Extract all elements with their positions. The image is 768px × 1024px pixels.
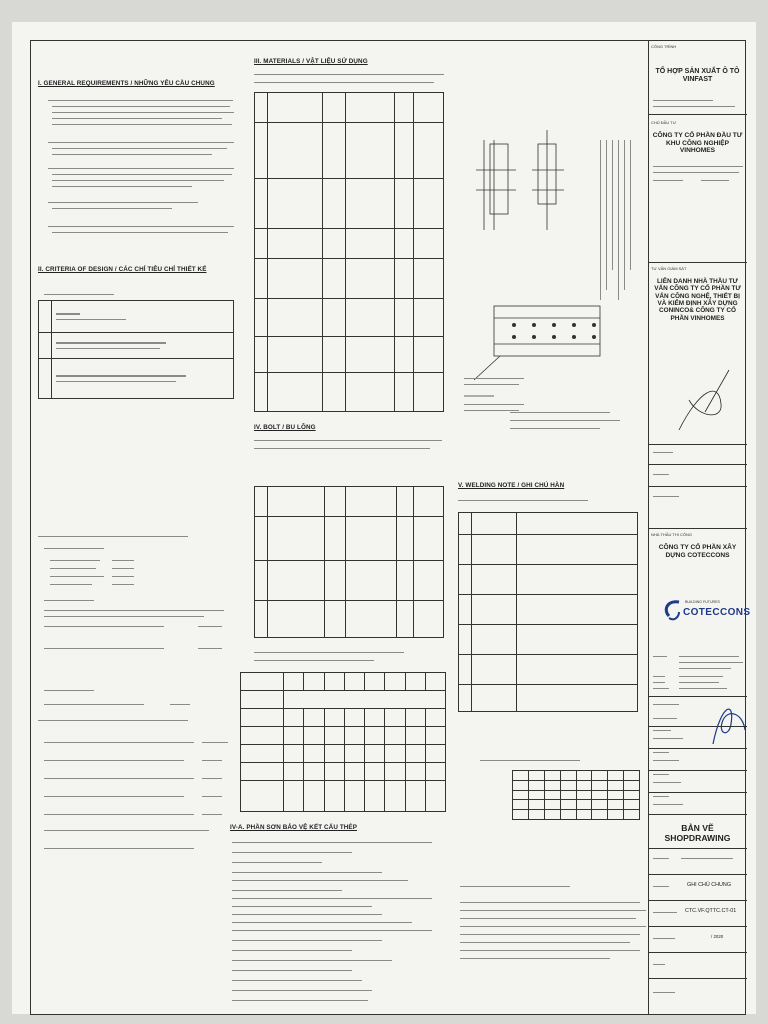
section-bolt: IV. BOLT / BU LÔNG <box>254 424 316 431</box>
section-criteria-of-design: II. CRITERIA OF DESIGN / CÁC CHỈ TIÊU CHỈ THIẾT KẾ <box>38 266 207 273</box>
bolt-hole-table <box>240 672 446 812</box>
materials-table <box>254 92 444 412</box>
project-label: CÔNG TRÌNH <box>651 44 677 49</box>
weld-size-table <box>512 770 640 820</box>
welding-symbol-table <box>458 512 638 712</box>
project-name: TỔ HỢP SẢN XUẤT Ô TÔ VINFAST <box>655 68 740 84</box>
investor-name: CÔNG TY CỔ PHẦN ĐẦU TƯ KHU CÔNG NGHIỆP VINHOMES <box>652 132 743 155</box>
issue-date: / 2020 <box>711 934 724 939</box>
contractor-label: NHÀ THẦU THI CÔNG <box>651 532 692 537</box>
drawing-type-title: BẢN VẼ SHOPDRAWING <box>664 823 731 843</box>
investor-label: CHỦ ĐẦU TƯ <box>651 120 677 125</box>
design-codes-table <box>38 300 234 399</box>
title-block <box>648 40 751 1015</box>
bolt-table <box>254 486 444 638</box>
section-paint-protection: IV-A. PHẦN SƠN BẢO VỆ KẾT CẤU THÉP <box>230 824 358 831</box>
logo-tagline: BUILDING FUTURES <box>685 600 720 604</box>
contractor-name: CÔNG TY CỔ PHẦN XÂY DỰNG COTECCONS <box>658 544 737 559</box>
section-welding-note: V. WELDING NOTE / GHI CHÚ HÀN <box>458 482 565 489</box>
section-general-requirements: I. GENERAL REQUIREMENTS / NHỮNG YÊU CẦU CHUNG <box>38 80 215 87</box>
section-materials: III. MATERIALS / VẬT LIỆU SỬ DỤNG <box>254 58 368 65</box>
contractor-signature <box>705 694 749 754</box>
supervisor-signature <box>659 360 739 440</box>
supervisor-name: LIÊN DANH NHÀ THẦU TƯ VẤN CÔNG TY CỔ PHẦN TƯ VẤN CÔNG NGHỆ, THIẾT BỊ VÀ KIỂM ĐỊNH XÂY DỰNG CONINCO& CÔNG TY CỔ PHẦN VINHOMES <box>654 278 741 322</box>
coteccons-logo <box>663 596 751 626</box>
drawing-number: CTC.VF.QTTC.CT-01 <box>685 908 737 914</box>
bolt-detail-drawing <box>454 110 644 450</box>
coteccons-logo-icon <box>663 598 681 622</box>
logo-wordmark: COTECCONS <box>683 607 751 618</box>
supervisor-label: TƯ VẤN GIÁM SÁT <box>651 266 687 271</box>
sheet-name: GHI CHÚ CHUNG <box>687 882 732 888</box>
